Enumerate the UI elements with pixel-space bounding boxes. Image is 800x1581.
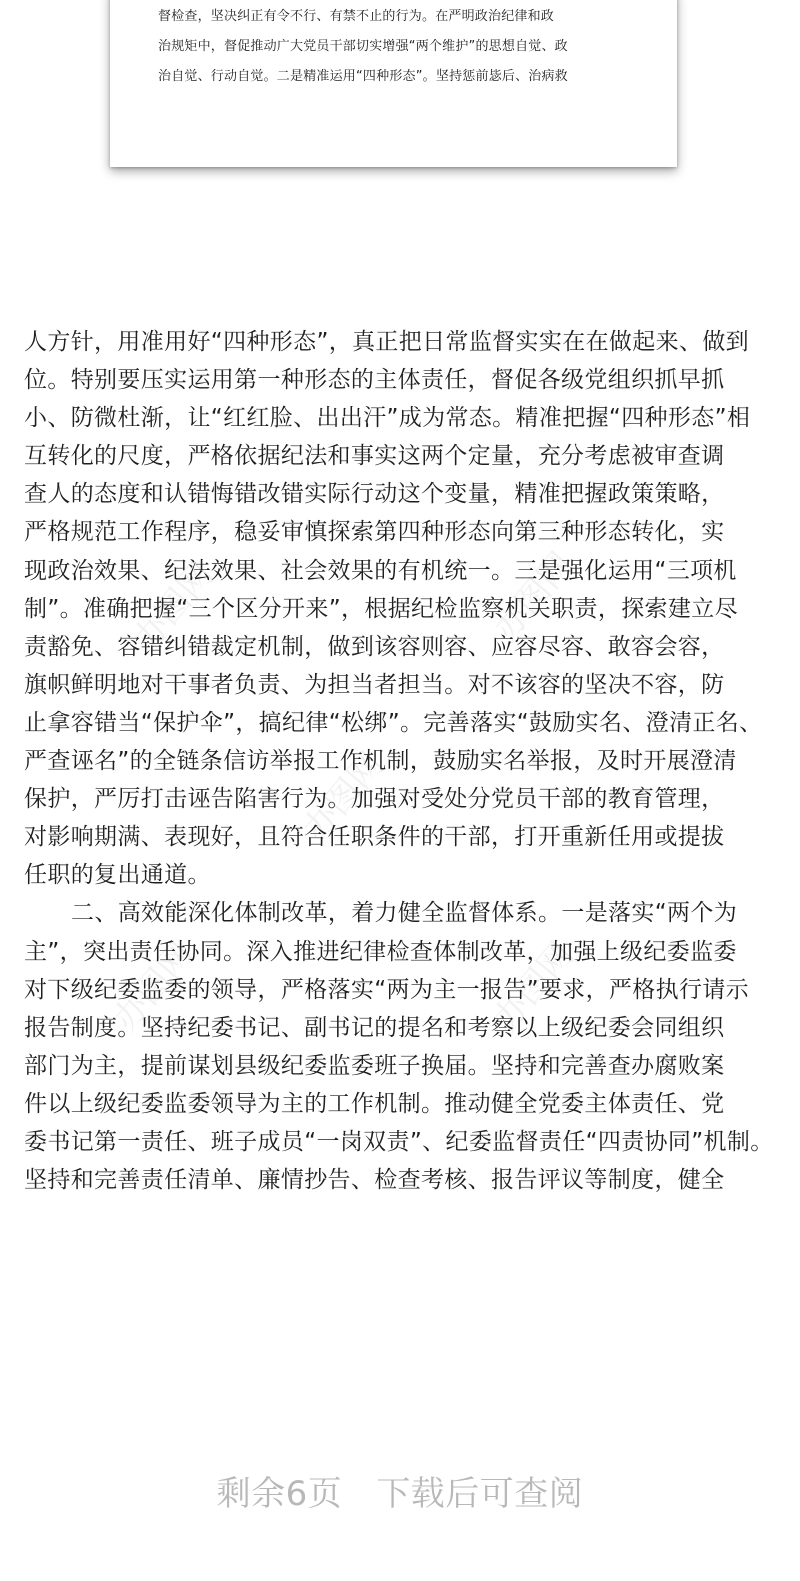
watermark: 办图网	[125, 554, 222, 659]
doc-line: 委书记第一责任、班子成员“一岗双责”、纪委监督责任“四责协同”机制。	[24, 1128, 774, 1155]
preview-line: 督检查，坚决纠正有令不行、有禁不止的行为。在严明政治纪律和政	[158, 9, 555, 24]
remaining-pages-label: 剩余6页	[216, 1474, 343, 1514]
doc-line: 坚持和完善责任清单、廉情抄告、检查考核、报告评议等制度，健全	[24, 1167, 725, 1194]
doc-line: 严格规范工作程序，稳妥审慎探索第四种形态向第三种形态转化，实	[24, 519, 725, 546]
doc-line: 部门为主，提前谋划县级纪委监委班子换届。坚持和完善查办腐败案	[24, 1052, 725, 1079]
doc-line: 主”，突出责任协同。深入推进纪律检查体制改革，加强上级纪委监委	[24, 938, 737, 965]
doc-line: 人方针，用准用好“四种形态”，真正把日常监督实实在在做起来、做到	[24, 329, 750, 355]
watermark: 办图网	[105, 934, 202, 1039]
preview-line: 治自觉、行动自觉。二是精准运用“四种形态”。坚持惩前毖后、治病救	[158, 69, 568, 84]
preview-line: 治规矩中，督促推动广大党员干部切实增强“两个维护”的思想自觉、政	[158, 39, 568, 54]
doc-line: 旗帜鲜明地对干事者负责、为担当者担当。对不该容的坚决不容，防	[24, 671, 725, 698]
doc-line: 制”。准确把握“三个区分开来”，根据纪检监察机关职责，探索建立尽	[24, 595, 738, 622]
doc-line: 对下级纪委监委的领导，严格落实“两为主一报告”要求，严格执行请示	[24, 976, 750, 1003]
preview-text	[158, 2, 636, 92]
doc-line: 件以上级纪委监委领导为主的工作机制。推动健全党委主体责任、党	[24, 1090, 725, 1117]
watermark: 办图网	[485, 544, 582, 649]
doc-line: 保护，严厉打击诬告陷害行为。加强对受处分党员干部的教育管理，	[24, 786, 725, 813]
preview-page-card	[110, 0, 677, 167]
doc-line: 任职的复出通道。	[24, 862, 211, 889]
doc-line: 对影响期满、表现好，且符合任职条件的干部，打开重新任用或提拔	[24, 824, 725, 851]
section-heading-line: 二、高效能深化体制改革，着力健全监督体系。一是落实“两个为	[71, 900, 738, 927]
watermark: 办图网	[295, 744, 392, 849]
download-prompt[interactable]	[0, 1466, 800, 1515]
doc-line: 现政治效果、纪法效果、社会效果的有机统一。三是强化运用“三项机	[24, 557, 737, 584]
doc-line: 责豁免、容错纠错裁定机制，做到该容则容、应容尽容、敢容会容，	[24, 633, 725, 660]
doc-line: 止拿容错当“保护伞”，搞纪律“松绑”。完善落实“鼓励实名、澄清正名、	[24, 709, 763, 736]
document-body	[24, 323, 776, 1199]
download-to-view-label: 下载后可查阅	[376, 1474, 584, 1514]
doc-line: 查人的态度和认错悔错改错实际行动这个变量，精准把握政策策略，	[24, 481, 725, 508]
doc-line: 报告制度。坚持纪委书记、副书记的提名和考察以上级纪委会同组织	[24, 1014, 725, 1041]
doc-line: 互转化的尺度，严格依据纪法和事实这两个定量，充分考虑被审查调	[24, 443, 725, 470]
doc-line: 小、防微杜渐，让“红红脸、出出汗”成为常态。精准把握“四种形态”相	[24, 405, 751, 432]
doc-line: 严查诬名”的全链条信访举报工作机制，鼓励实名举报，及时开展澄清	[24, 748, 737, 775]
doc-line: 位。特别要压实运用第一种形态的主体责任，督促各级党组织抓早抓	[24, 367, 725, 394]
watermark: 办图网	[485, 934, 582, 1039]
